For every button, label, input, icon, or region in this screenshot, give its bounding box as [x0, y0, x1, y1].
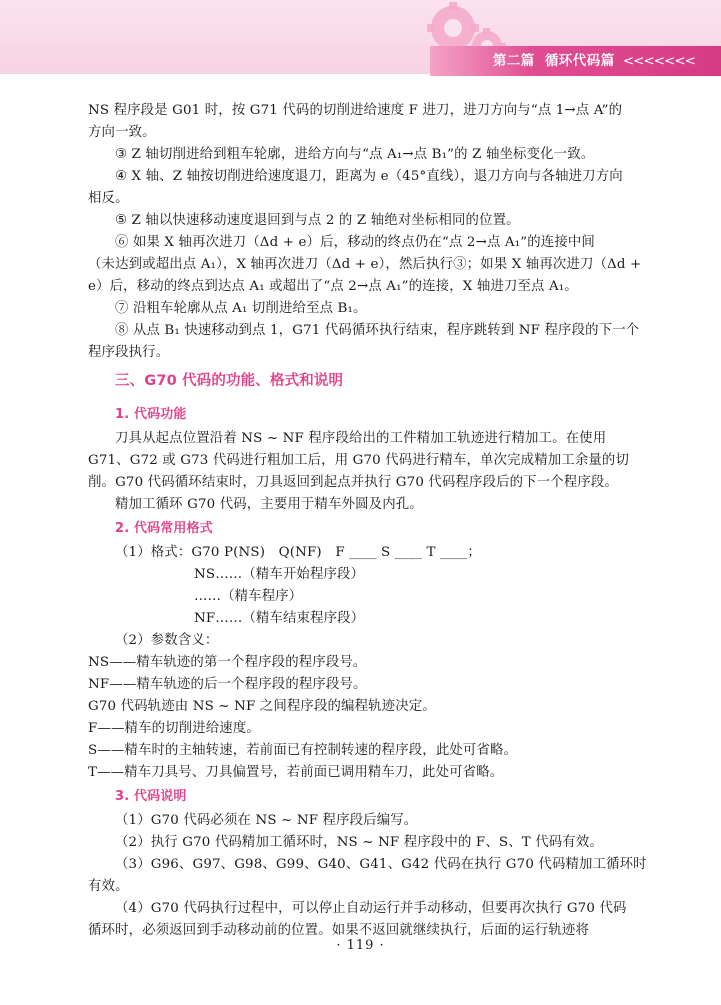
body-line: （未达到或超出点 A₁），X 轴再次进刀（Δd + e），然后执行③；如果 X 轴再次进刀（Δd +	[88, 257, 642, 272]
body-line: ④ X 轴、Z 轴按切削进给速度退刀，距离为 e（45°直线），退刀方向与各轴进刀方向	[115, 169, 623, 184]
body-line: ③ Z 轴切削进给到粗车轮廓，进给方向与“点 A₁→点 B₁”的 Z 轴坐标变化一致。	[115, 147, 595, 162]
body-line: ⑧ 从点 B₁ 快速移动到点 1，G71 代码循环执行结束，程序跳转到 NF 程序段的下一个	[115, 323, 640, 338]
body-line: 削。G70 代码循环结束时，刀具返回到起点并执行 G70 代码程序段后的下一个程序段。	[88, 475, 618, 490]
body-line: （3）G96、G97、G98、G99、G40、G41、G42 代码在执行 G70 代码精加工循环时	[115, 857, 647, 872]
subsection-heading: 1. 代码功能	[115, 407, 187, 422]
body-line: T——精车刀具号、刀具偏置号，若前面已调用精车刀，此处可省略。	[88, 765, 504, 780]
chapter-title	[493, 48, 695, 74]
body-line: e）后，移动的终点到达点 A₁ 或超出了“点 2→点 A₁”的连接，X 轴进刀至点 A₁。	[88, 279, 578, 294]
body-line: F——精车的切削进给速度。	[88, 721, 260, 736]
section-heading: 三、G70 代码的功能、格式和说明	[115, 373, 344, 389]
body-line: NS——精车轨迹的第一个程序段的程序段号。	[88, 655, 367, 670]
body-line: ⑥ 如果 X 轴再次进刀（Δd + e）后，移动的终点仍在“点 2→点 A₁”的连接中间	[115, 235, 595, 250]
body-line: NF——精车轨迹的后一个程序段的程序段号。	[88, 677, 367, 692]
body-line: ⑤ Z 轴以快速移动速度退回到与点 2 的 Z 轴绝对坐标相同的位置。	[115, 213, 520, 228]
body-line: 有效。	[88, 879, 129, 894]
body-line: （2）参数含义：	[115, 633, 219, 648]
page-number: · 119 ·	[336, 938, 385, 953]
body-line: ……（精车程序）	[194, 589, 303, 604]
subsection-heading: 3. 代码说明	[115, 789, 187, 804]
body-line: NF……（精车结束程序段）	[194, 611, 365, 626]
body-line: （2）执行 G70 代码精加工循环时，NS ~ NF 程序段中的 F、S、T 代码有效。	[115, 835, 603, 850]
body-line: NS 程序段是 G01 时，按 G71 代码的切削进给速度 F 进刀，进刀方向与“点 1→点 A”的	[88, 103, 623, 118]
body-line: G71、G72 或 G73 代码进行粗加工后，用 G70 代码进行精车，单次完成精加工余量的切	[88, 453, 629, 468]
body-line: ⑦ 沿粗车轮廓从点 A₁ 切削进给至点 B₁。	[115, 301, 367, 316]
subsection-heading: 2. 代码常用格式	[115, 521, 213, 536]
body-line: 方向一致。	[88, 125, 156, 140]
body-line: （1）格式：G70 P(NS) Q(NF) F ____ S ____ T ____；	[115, 545, 481, 560]
chevrons-icon: <<<<<<<	[622, 53, 695, 69]
body-line: 程序段执行。	[88, 345, 170, 360]
part-label: 第二篇	[492, 53, 535, 69]
body-line: S——精车时的主轴转速，若前面已有控制转速的程序段，此处可省略。	[88, 743, 518, 758]
body-line: G70 代码轨迹由 NS ~ NF 之间程序段的编程轨迹决定。	[88, 699, 436, 714]
body-line: NS……（精车开始程序段）	[194, 567, 365, 582]
body-line: （4）G70 代码执行过程中，可以停止自动运行并手动移动，但要再次执行 G70 代码	[115, 901, 627, 916]
body-line: 刀具从起点位置沿着 NS ~ NF 程序段给出的工件精加工轨迹进行精加工。在使用	[115, 431, 607, 446]
body-line: 相反。	[88, 191, 129, 206]
body-line: 循环时，必须返回到手动移动前的位置。如果不返回就继续执行，后面的运行轨迹将	[88, 923, 590, 938]
body-line: 精加工循环 G70 代码，主要用于精车外圆及内孔。	[115, 497, 423, 512]
section-label: 循环代码篇	[544, 53, 615, 69]
body-line: （1）G70 代码必须在 NS ~ NF 程序段后编写。	[115, 813, 418, 828]
page-header	[0, 0, 721, 74]
